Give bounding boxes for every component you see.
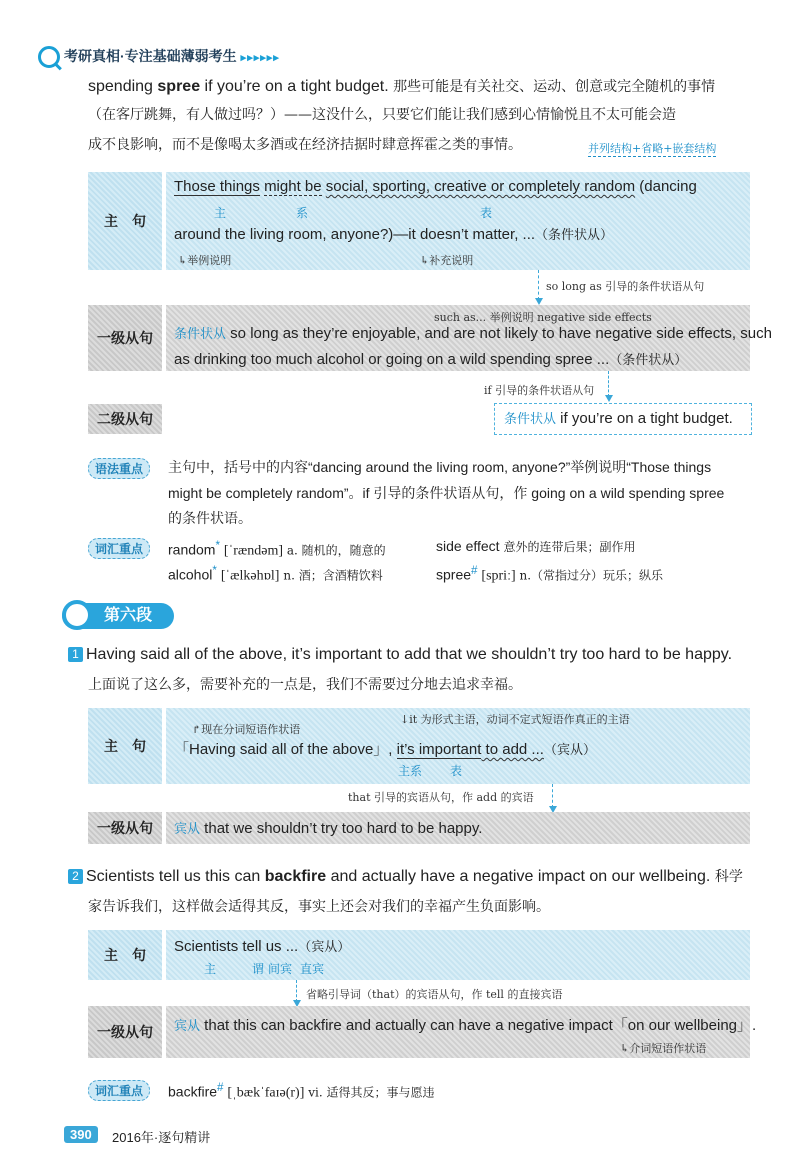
vocab-item-spree: spree# [spriː] n.（常指过分）玩乐；纵乐 (436, 564, 664, 584)
main-clause-line-1: Those things might be social, sporting, creative or completely random (dancing (174, 178, 697, 195)
grammar-line-2: might be completely random”。if 引导的条件状语从句，作 going on a wild spending spree (168, 485, 725, 501)
s1-main-label: 主 句 (88, 708, 162, 784)
header-title: 考研真相·专注基础薄弱考生 ▸▸▸▸▸▸ (64, 48, 280, 64)
sub1-label: 一级从句 (88, 305, 162, 371)
s2-role-predicate: 谓 (252, 962, 265, 976)
intro-line-2: （在客厅跳舞，有人做过吗？）——这没什么，只要它们能让我们感到心情愉悦且不太可能会造 (88, 107, 676, 123)
s1-arrow-line (552, 784, 553, 808)
s1-chinese: 上面说了这么多，需要补充的一点是，我们不需要过分地去追求幸福。 (88, 677, 522, 693)
arrow-head-2 (605, 395, 613, 402)
s1-english: 1 Having said all of the above, it’s important to add that we shouldn’t try too hard to be happy. (68, 642, 732, 668)
sub1-note: such as... 举例说明 negative side effects (434, 311, 652, 324)
s1-sub-label: 一级从句 (88, 812, 162, 844)
role-linking: 系 (296, 206, 309, 220)
role-predicative: 表 (480, 206, 493, 220)
s2-sub-text: 宾从 that this can backfire and actually can have a negative impact「on our wellbeing」. (174, 1017, 757, 1034)
note-supplement: ↳补充说明 (420, 254, 474, 267)
main-clause-label: 主 句 (88, 172, 162, 270)
grammar-label: 语法重点 (88, 458, 150, 479)
header-arrows: ▸▸▸▸▸▸ (240, 52, 280, 64)
grammar-line-1: 主句中，括号中的内容“dancing around the living room, anyone?”举例说明“Those things (168, 459, 712, 475)
arrow-2-label: if 引导的条件状语从句 (484, 384, 595, 397)
arrow-head-1 (535, 298, 543, 305)
s2-sub-label: 一级从句 (88, 1006, 162, 1058)
vocab-label-2: 词汇重点 (88, 1080, 150, 1101)
sub1-line-1: 条件状从 so long as they’re enjoyable, and are not likely to have negative side effects, such (174, 325, 772, 342)
s1-role-predicative: 表 (450, 764, 463, 778)
vocab-item-side-effect: side effect 意外的连带后果；副作用 (436, 538, 636, 554)
search-logo-icon (38, 46, 60, 68)
footer-text: 2016年·逐句精讲 (112, 1130, 211, 1145)
s1-arrow-label: that 引导的宾语从句，作 add 的宾语 (348, 791, 534, 804)
s1-role-subject-linking: 主系 (398, 764, 423, 778)
vocab-label-1: 词汇重点 (88, 538, 150, 559)
section-title: 第六段 (62, 603, 174, 629)
vocab-item-backfire: backfire# [ˌbækˈfaɪə(r)] vi. 适得其反；事与愿违 (168, 1081, 435, 1101)
s2-arrow-line (296, 980, 297, 1002)
arrow-1-label: so long as 引导的条件状语从句 (546, 280, 705, 293)
s1-note-left: ↱现在分词短语作状语 (192, 723, 301, 736)
sub2-label: 二级从句 (88, 404, 162, 434)
section-search-icon (62, 600, 92, 630)
s2-main-text: Scientists tell us ...（宾从） (174, 938, 351, 955)
s1-note-top: ↓it 为形式主语，动词不定式短语作真正的主语 (400, 713, 630, 726)
arrow-line-2 (608, 371, 609, 397)
s2-sub-note: ↳介词短语作状语 (620, 1042, 707, 1055)
vocab-item-alcohol: alcohol* [ˈælkəhɒl] n. 酒；含酒精饮料 (168, 564, 383, 584)
intro-line-3: 成不良影响，而不是像喝太多酒或在经济拮据时肆意挥霍之类的事情。 (88, 137, 522, 153)
main-clause-line-2: around the living room, anyone?)—it doesn’t matter, ...（条件状从） (174, 226, 614, 243)
s2-chinese: 家告诉我们，这样做会适得其反，事实上还会对我们的幸福产生负面影响。 (88, 899, 550, 915)
s2-arrow-label: 省略引导词（that）的宾语从句，作 tell 的直接宾语 (306, 988, 563, 1001)
s2-role-indirect-object: 间宾 (268, 962, 293, 976)
page-number: 390 (64, 1126, 98, 1143)
sub1-line-2: as drinking too much alcohol or going on a wild spending spree ...（条件状从） (174, 351, 688, 368)
sub2-text: 条件状从 if you’re on a tight budget. (504, 410, 733, 427)
role-subject: 主 (214, 206, 227, 220)
s2-number: 2 (68, 869, 83, 884)
s2-role-subject: 主 (204, 962, 217, 976)
s1-sub-text: 宾从 that we shouldn’t try too hard to be happy. (174, 820, 483, 837)
note-example: ↳举例说明 (178, 254, 232, 267)
arrow-line-1 (538, 270, 539, 300)
s2-english: 2 Scientists tell us this can backfire and actually have a negative impact on our wellbeing. 科学 (68, 864, 743, 890)
structure-note: 并列结构+省略+嵌套结构 (588, 142, 717, 155)
grammar-line-3: 的条件状语。 (168, 511, 252, 527)
s2-role-direct-object: 直宾 (300, 962, 325, 976)
vocab-item-random: random* [ˈrændəm] a. 随机的，随意的 (168, 539, 386, 559)
s1-main-text: 「Having said all of the above」, it’s important to add ...（宾从） (174, 741, 596, 758)
intro-line-1: spending spree if you’re on a tight budget. 那些可能是有关社交、运动、创意或完全随机的事情 (88, 78, 716, 95)
s2-main-label: 主 句 (88, 930, 162, 980)
s1-number: 1 (68, 647, 83, 662)
